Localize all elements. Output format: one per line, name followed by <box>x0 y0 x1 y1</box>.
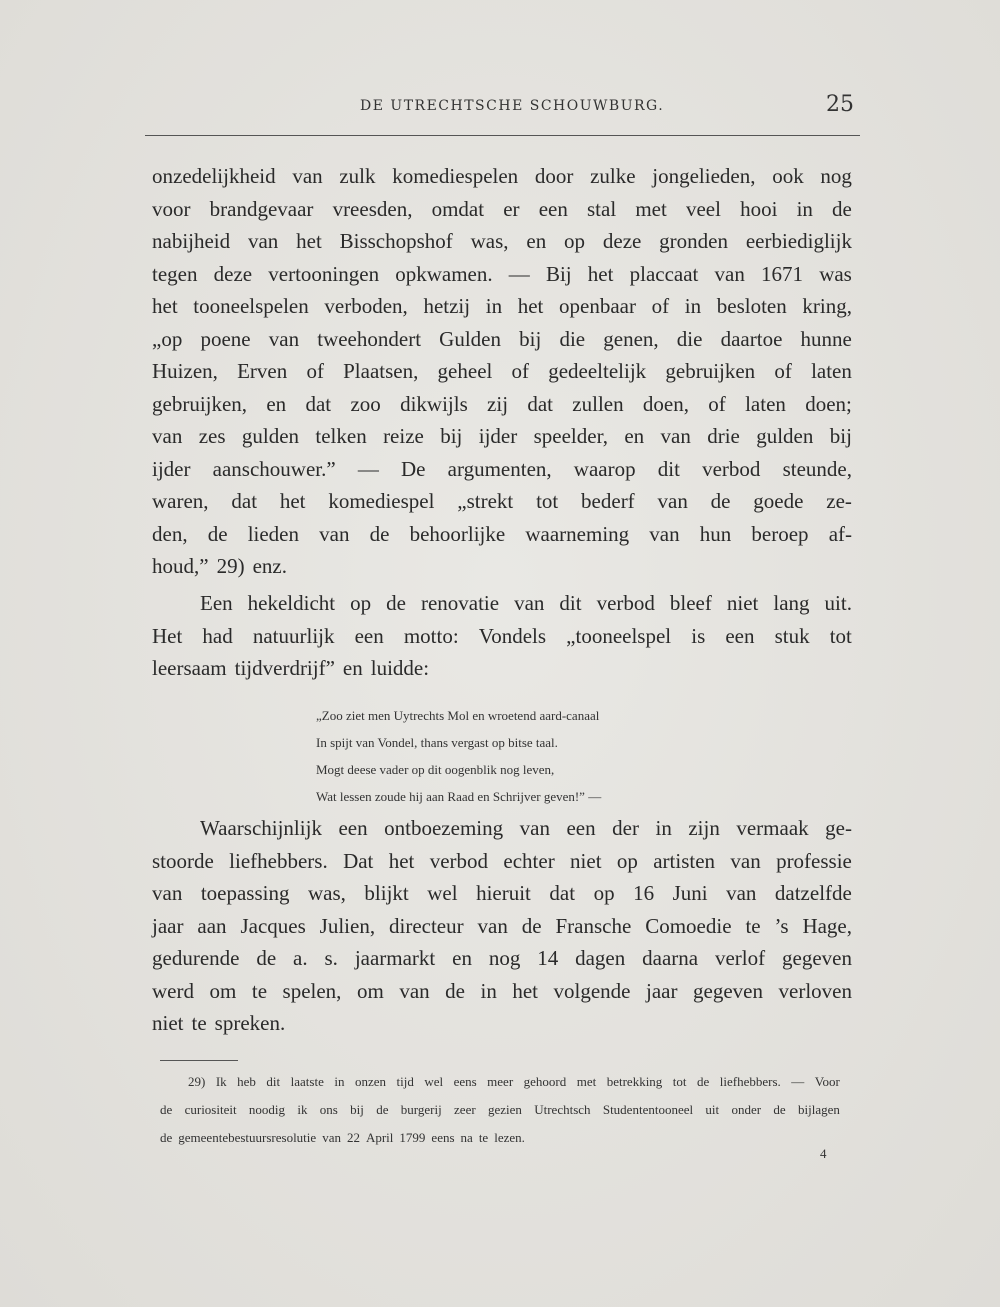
text-line: Waarschijnlijk een ontboezeming van een der in zijn vermaak ge- <box>200 816 852 840</box>
poem-line: „Zoo ziet men Uytrechts Mol en wroetend aard-canaal <box>316 708 600 723</box>
text-line: van toepassing was, blijkt wel hieruit dat op 16 Juni van datzelfde <box>152 881 852 905</box>
page-number: 25 <box>826 92 854 117</box>
text-line: voor brandgevaar vreesden, omdat er een stal met veel hooi in de <box>152 196 852 221</box>
footnote <box>160 1068 840 1152</box>
footnote-rule <box>160 1060 238 1061</box>
poem-line: Wat lessen zoude hij aan Raad en Schrijver geven!” — <box>316 789 602 804</box>
text-line: gedurende de a. s. jaarmarkt en nog 14 dagen daarna verlof gegeven <box>152 946 852 970</box>
text-line: onzedelijkheid van zulk komediespelen door zulke jongelieden, ook nog <box>152 164 852 188</box>
text-line: stoorde liefhebbers. Dat het verbod echter niet op artisten van professie <box>152 848 852 873</box>
text-line: nabijheid van het Bisschopshof was, en op deze gronden eerbiediglijk <box>152 229 852 253</box>
paragraph-1 <box>152 160 852 583</box>
text-line: werd om te spelen, om van de in het volgende jaar gegeven verloven <box>152 978 852 1003</box>
text-line: Het had natuurlijk een motto: Vondels „tooneelspel is een stuk tot <box>152 623 852 648</box>
paragraph-2 <box>152 587 852 685</box>
text-line: de gemeentebestuursresolutie van 22 April 1799 eens na te lezen. <box>160 1130 525 1145</box>
text-line: het tooneelspelen verboden, hetzij in het openbaar of in besloten kring, <box>152 294 852 318</box>
poem-line: Mogt deese vader op dit oogenblik nog leven, <box>316 762 555 777</box>
text-line: niet te spreken. <box>152 1011 286 1035</box>
text-line: de curiositeit noodig ik ons bij de burgerij zeer gezien Utrechtsch Studententooneel uit onder de bijlagen <box>160 1102 840 1117</box>
text-line: ijder aanschouwer.” — De argumenten, waarop dit verbod steunde, <box>152 456 852 481</box>
poem-quote <box>316 702 601 810</box>
text-line: tegen deze vertooningen opkwamen. — Bij het placcaat van 1671 was <box>152 261 852 286</box>
text-line: Een hekeldicht op de renovatie van dit verbod bleef niet lang uit. <box>200 591 852 615</box>
text-line: van zes gulden telken reize bij ijder speelder, en van drie gulden bij <box>152 424 852 448</box>
text-line: houd,” 29) enz. <box>152 554 287 578</box>
text-line: gebruijken, en dat zoo dikwijls zij dat zullen doen, of laten doen; <box>152 391 852 416</box>
text-line: Huizen, Erven of Plaatsen, geheel of gedeeltelijk gebruijken of laten <box>152 359 852 383</box>
header-rule <box>145 135 860 136</box>
poem-line: In spijt van Vondel, thans vergast op bitse taal. <box>316 735 558 750</box>
text-line: jaar aan Jacques Julien, directeur van de Fransche Comoedie te ’s Hage, <box>152 913 852 938</box>
signature-mark: 4 <box>820 1146 827 1161</box>
paragraph-3 <box>152 812 852 1040</box>
running-title: DE UTRECHTSCHE SCHOUWBURG. <box>360 98 665 114</box>
text-line: waren, dat het komediespel „strekt tot bederf van de goede ze- <box>152 489 852 513</box>
text-line: 29) Ik heb dit laatste in onzen tijd wel eens meer gehoord met betrekking tot de liefhebbers. — Voor <box>188 1074 840 1089</box>
text-line: den, de lieden van de behoorlijke waarneming van hun beroep af- <box>152 521 852 546</box>
text-line: leersaam tijdverdrijf” en luidde: <box>152 656 430 680</box>
text-line: „op poene van tweehondert Gulden bij die genen, die daartoe hunne <box>152 326 852 351</box>
